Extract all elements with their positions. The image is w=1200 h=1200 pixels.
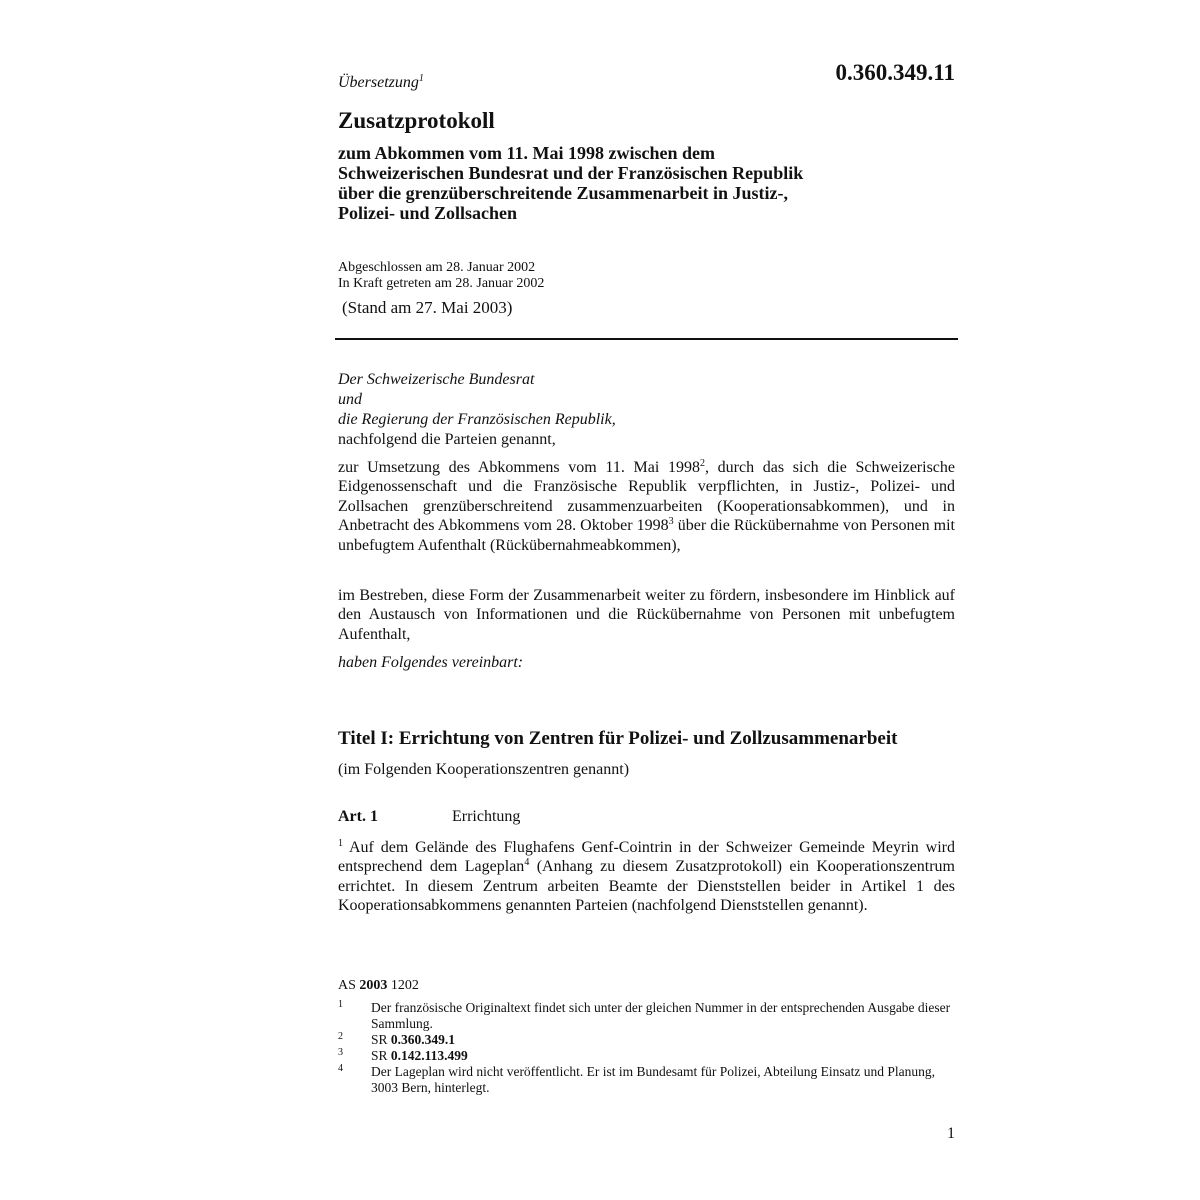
page-number: 1 <box>947 1125 955 1142</box>
preamble-paragraph-bestreben: im Bestreben, diese Form der Zusammenarbeit weiter zu fördern, insbesondere im Hinblick auf den Austausch von Informationen und die Rückübernahme von Personen mit unbefugtem Aufenthalt, <box>338 587 955 643</box>
footnote-3 <box>338 1048 958 1064</box>
footnote-text <box>371 1048 956 1064</box>
as-year: 2003 <box>359 978 388 993</box>
footnote-ref-2[interactable]: 2 <box>699 458 705 469</box>
footnote-2 <box>338 1032 958 1048</box>
title-1-subheading: (im Folgenden Kooperationszentren genannt) <box>338 761 630 778</box>
footnote-ref-4[interactable]: 4 <box>524 857 530 869</box>
dates-block <box>338 260 544 292</box>
paragraph-text: zur Umsetzung des Abkommens vom 11. Mai 1998 <box>338 459 700 476</box>
sr-prefix: SR <box>371 1032 391 1047</box>
translation-note <box>338 74 424 92</box>
sr-reference-link[interactable]: 0.142.113.499 <box>390 1048 468 1063</box>
subtitle-line: über die grenzüberschreitende Zusammenarbeit in Justiz-, <box>338 183 788 203</box>
footnote-number: 4 <box>338 1063 343 1074</box>
footnote-text <box>371 1032 956 1048</box>
as-prefix: AS <box>338 978 356 993</box>
parties-named: nachfolgend die Parteien genannt, <box>338 431 556 448</box>
paragraph-number: 1 <box>338 838 343 849</box>
article-1-title: Errichtung <box>452 808 521 825</box>
article-1-paragraph <box>338 838 955 916</box>
paragraph-text: Auf dem Gelände des Flughafens Genf-Cointrin in der Schweizer Gemeinde Meyrin wird entsprechend dem Lageplan <box>338 839 955 876</box>
footnote-number: 2 <box>338 1031 343 1042</box>
official-collection-ref <box>338 978 419 994</box>
subtitle-line: Schweizerischen Bundesrat und der Französischen Republik <box>338 163 804 183</box>
party-swiss: Der Schweizerische Bundesrat <box>338 371 535 388</box>
footnote-ref-3[interactable]: 3 <box>668 516 674 528</box>
footnote-1 <box>338 1000 958 1034</box>
paragraph-text: (Anhang zu diesem Zusatzprotokoll) ein Kooperationszentrum errichtet. In diesem Zentrum arbeiten Beamte der Dienststellen beider in Artikel 1 des Kooperationsabkommens genannten Parteien (nachfolgend Dienststellen genannt). <box>338 858 956 915</box>
sr-number: 0.360.349.11 <box>835 60 955 85</box>
document-subtitle <box>338 143 958 223</box>
in-force-date: In Kraft getreten am 28. Januar 2002 <box>338 276 545 291</box>
subtitle-line: Polizei- und Zollsachen <box>338 203 518 223</box>
footnote-number: 1 <box>338 999 343 1010</box>
title-1-heading: Titel I: Errichtung von Zentren für Polizei- und Zollzusammenarbeit <box>338 728 898 749</box>
paragraph-text: , durch das sich die Schweizerische Eidgenossenschaft und die Französische Republik verpflichten, in Justiz-, Polizei- und Zollsachen grenzüberschreitend zusammenzuarbeiten (Kooperationsabkommen), und in Anbetracht des Abkommens vom 28. Oktober 1998 <box>338 459 955 535</box>
preamble-agreed: haben Folgendes vereinbart: <box>338 654 524 671</box>
paragraph-text: über die Rückübernahme von Personen mit unbefugtem Aufenthalt (Rückübernahmeabkommen), <box>338 517 955 554</box>
as-page: 1202 <box>390 978 419 993</box>
header-divider <box>335 338 958 340</box>
subtitle-line: zum Abkommen vom 11. Mai 1998 zwischen dem <box>338 143 715 163</box>
footnote-text: Der französische Originaltext findet sich unter der gleichen Nummer in der entsprechenden Ausgabe dieser Sammlung. <box>371 1000 951 1031</box>
concluded-date: Abgeschlossen am 28. Januar 2002 <box>338 260 536 275</box>
translation-label: Übersetzung <box>338 74 419 91</box>
footnote-4 <box>338 1064 958 1098</box>
footnote-text: Der Lageplan wird nicht veröffentlicht. Er ist im Bundesamt für Polizei, Abteilung Einsatz und Planung, 3003 Bern, hinterlegt. <box>371 1064 936 1095</box>
preamble-parties <box>338 370 616 450</box>
sr-prefix: SR <box>371 1048 391 1063</box>
preamble-paragraph-umsetzung <box>338 458 955 555</box>
footnote-number: 3 <box>338 1047 343 1058</box>
footnote-ref-1[interactable]: 1 <box>418 73 424 84</box>
party-and: und <box>338 391 362 408</box>
sr-reference-link[interactable]: 0.360.349.1 <box>390 1032 456 1047</box>
party-french: die Regierung der Französischen Republik, <box>338 411 616 428</box>
status-date: (Stand am 27. Mai 2003) <box>342 298 513 317</box>
document-title: Zusatzprotokoll <box>338 108 495 133</box>
article-1-number: Art. 1 <box>338 808 378 825</box>
